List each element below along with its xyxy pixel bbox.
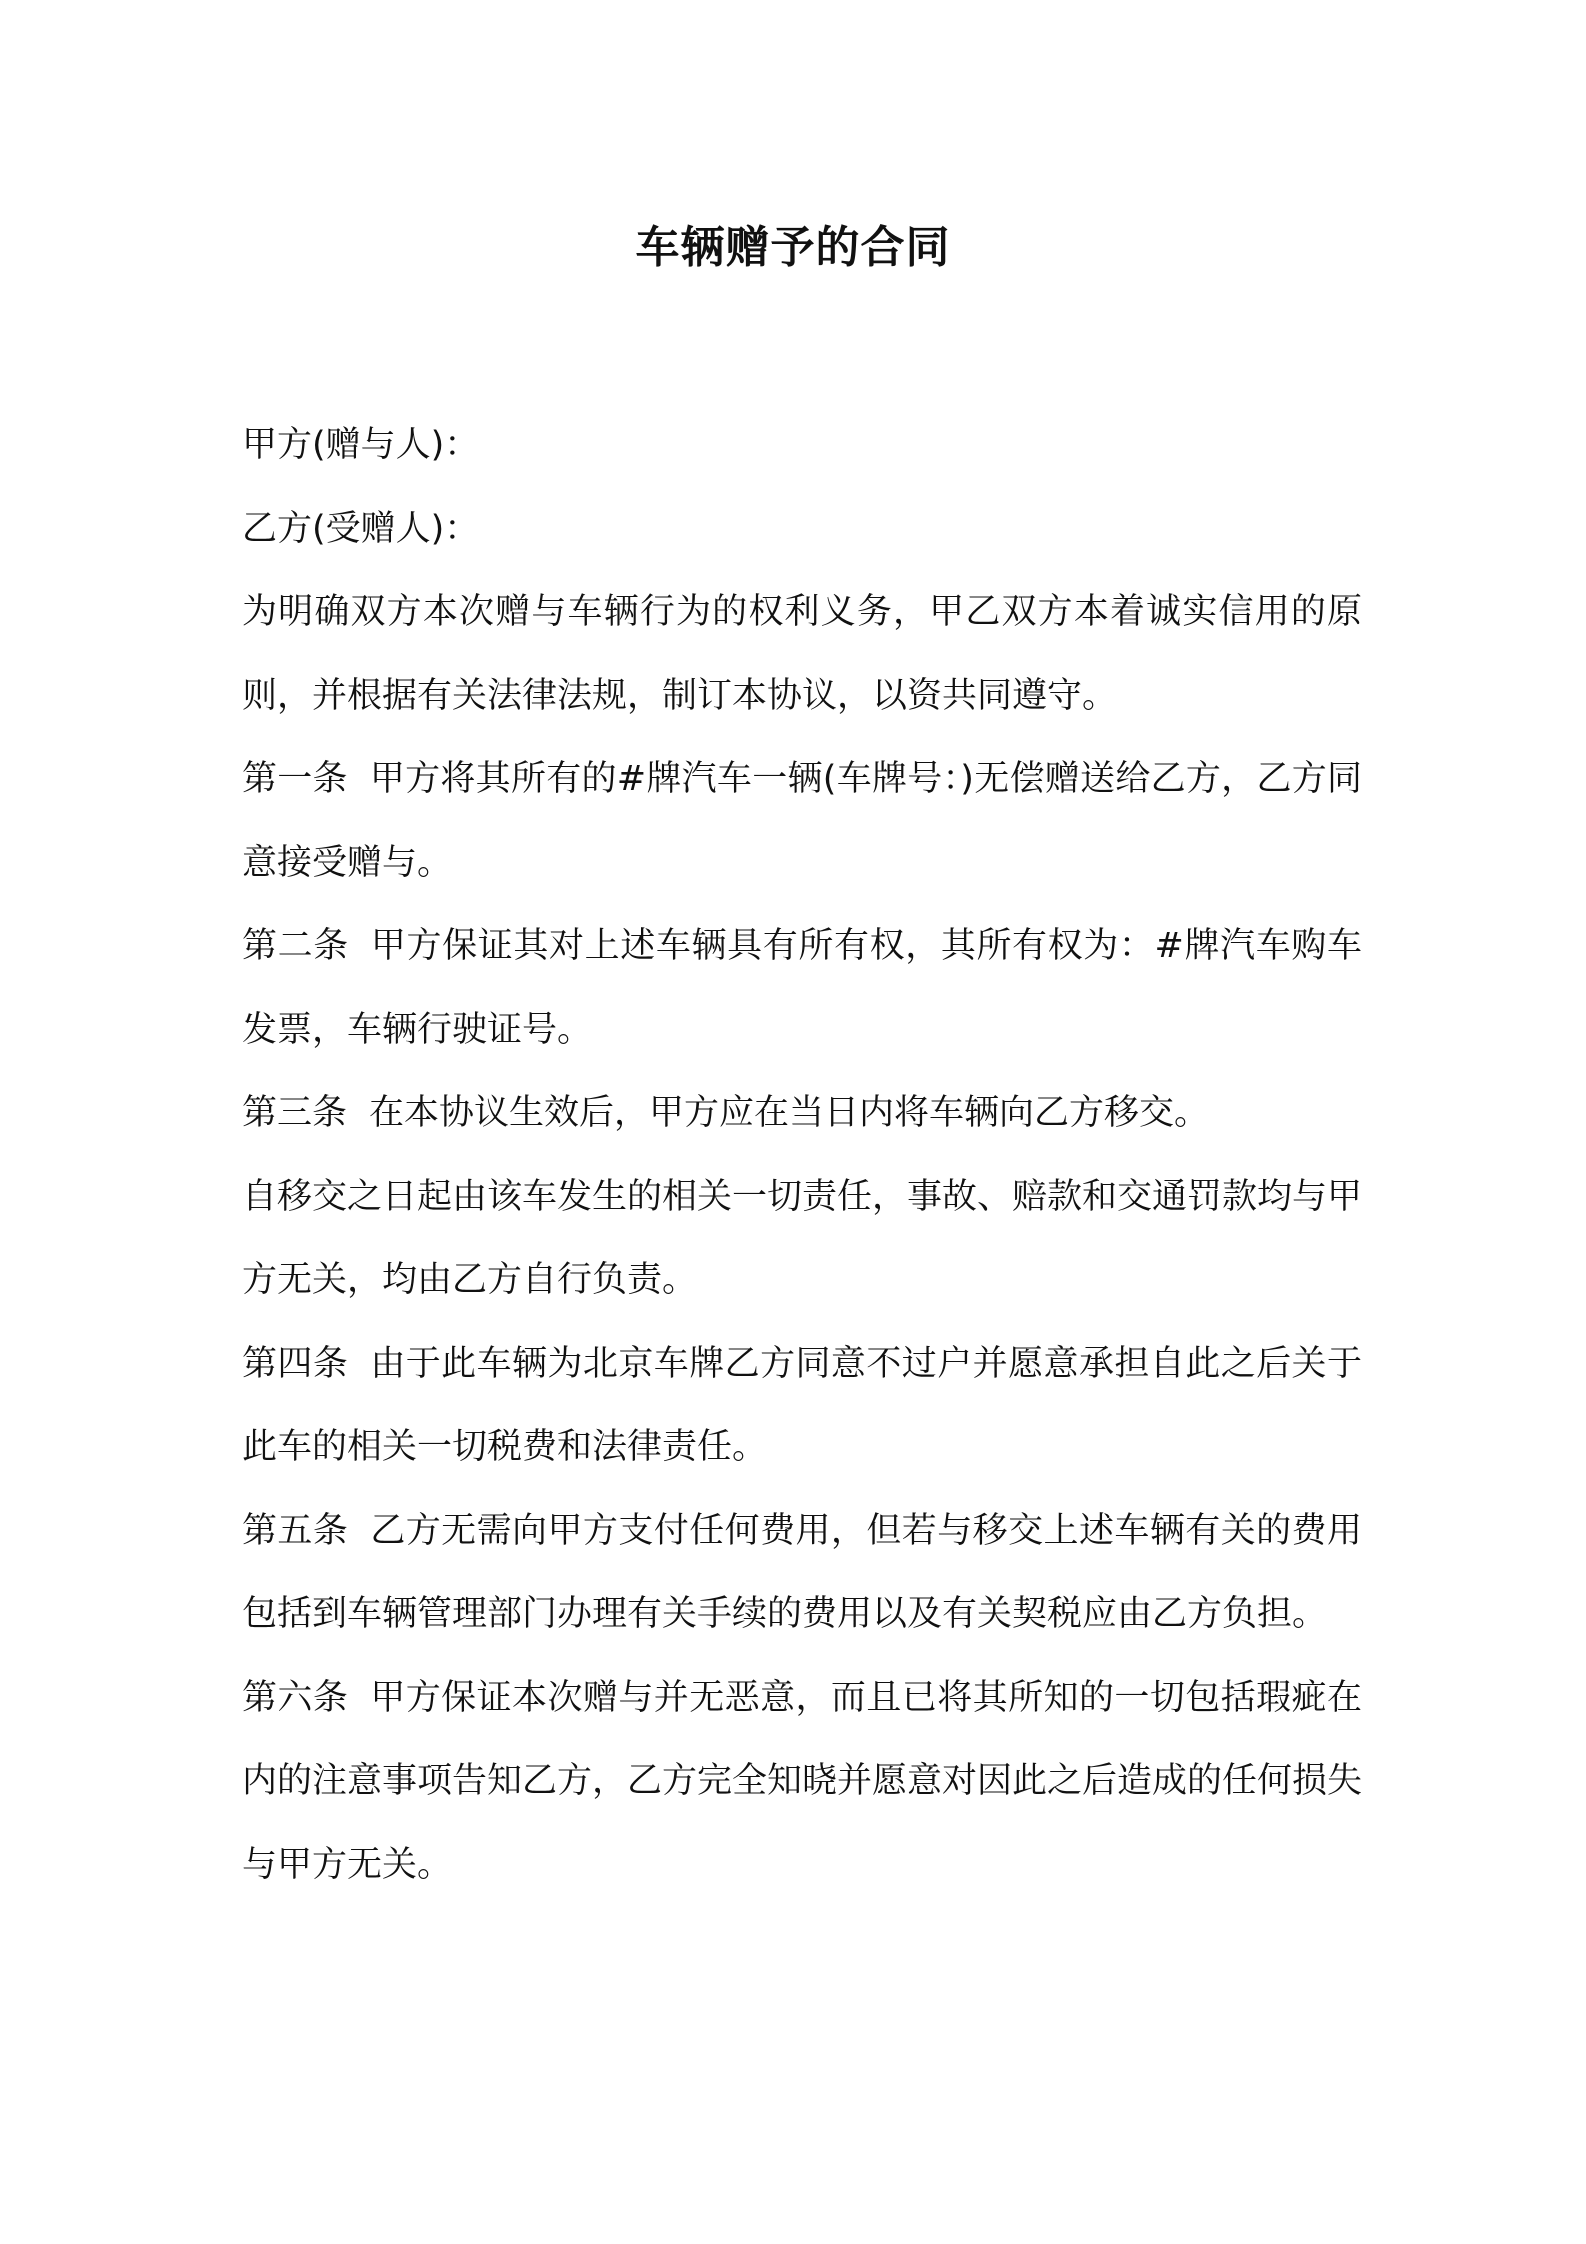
clause-text: 甲方将其所有的#牌汽车一辆(车牌号：)无偿赠送给乙方，乙方同意接受赠与。 <box>242 759 1362 883</box>
party-a-line: 甲方(赠与人)： <box>242 425 480 465</box>
clause-6 <box>242 1657 1362 1908</box>
clause-number: 第三条 <box>242 1093 348 1133</box>
clause-3-continued: 自移交之日起由该车发生的相关一切责任，事故、赔款和交通罚款均与甲方无关，均由乙方自行负责。 <box>242 1176 1363 1300</box>
clause-1 <box>242 738 1362 905</box>
clause-number: 第五条 <box>242 1510 349 1551</box>
document-title: 车辆赠予的合同 <box>635 222 951 273</box>
clause-number: 第四条 <box>242 1343 349 1384</box>
clause-text: 甲方保证本次赠与并无恶意，而且已将其所知的一切包括瑕疵在内的注意事项告知乙方，乙方完全知晓并愿意对因此之后造成的任何损失与甲方无关。 <box>242 1677 1363 1885</box>
clause-text: 在本协议生效后，甲方应在当日内将车辆向乙方移交。 <box>369 1093 1210 1133</box>
party-b-line: 乙方(受赠人)： <box>242 508 480 549</box>
clause-number: 第六条 <box>242 1677 349 1718</box>
clause-3 <box>242 1072 1362 1156</box>
clause-text: 甲方保证其对上述车辆具有所有权，其所有权为：#牌汽车购车发票，车辆行驶证号。 <box>242 926 1362 1050</box>
preamble-paragraph: 为明确双方本次赠与车辆行为的权利义务，甲乙双方本着诚实信用的原则，并根据有关法律法规，制订本协议，以资共同遵守。 <box>242 592 1362 716</box>
clause-text: 由于此车辆为北京车牌乙方同意不过户并愿意承担自此之后关于此车的相关一切税费和法律责任。 <box>242 1343 1362 1467</box>
clause-4 <box>242 1323 1362 1490</box>
clause-text: 乙方无需向甲方支付任何费用，但若与移交上述车辆有关的费用包括到车辆管理部门办理有关手续的费用以及有关契税应由乙方负担。 <box>242 1510 1362 1634</box>
clause-2 <box>242 905 1362 1072</box>
document-body <box>242 404 1362 1907</box>
clause-number: 第一条 <box>242 759 348 799</box>
clause-5 <box>242 1490 1362 1657</box>
clause-number: 第二条 <box>242 926 349 966</box>
